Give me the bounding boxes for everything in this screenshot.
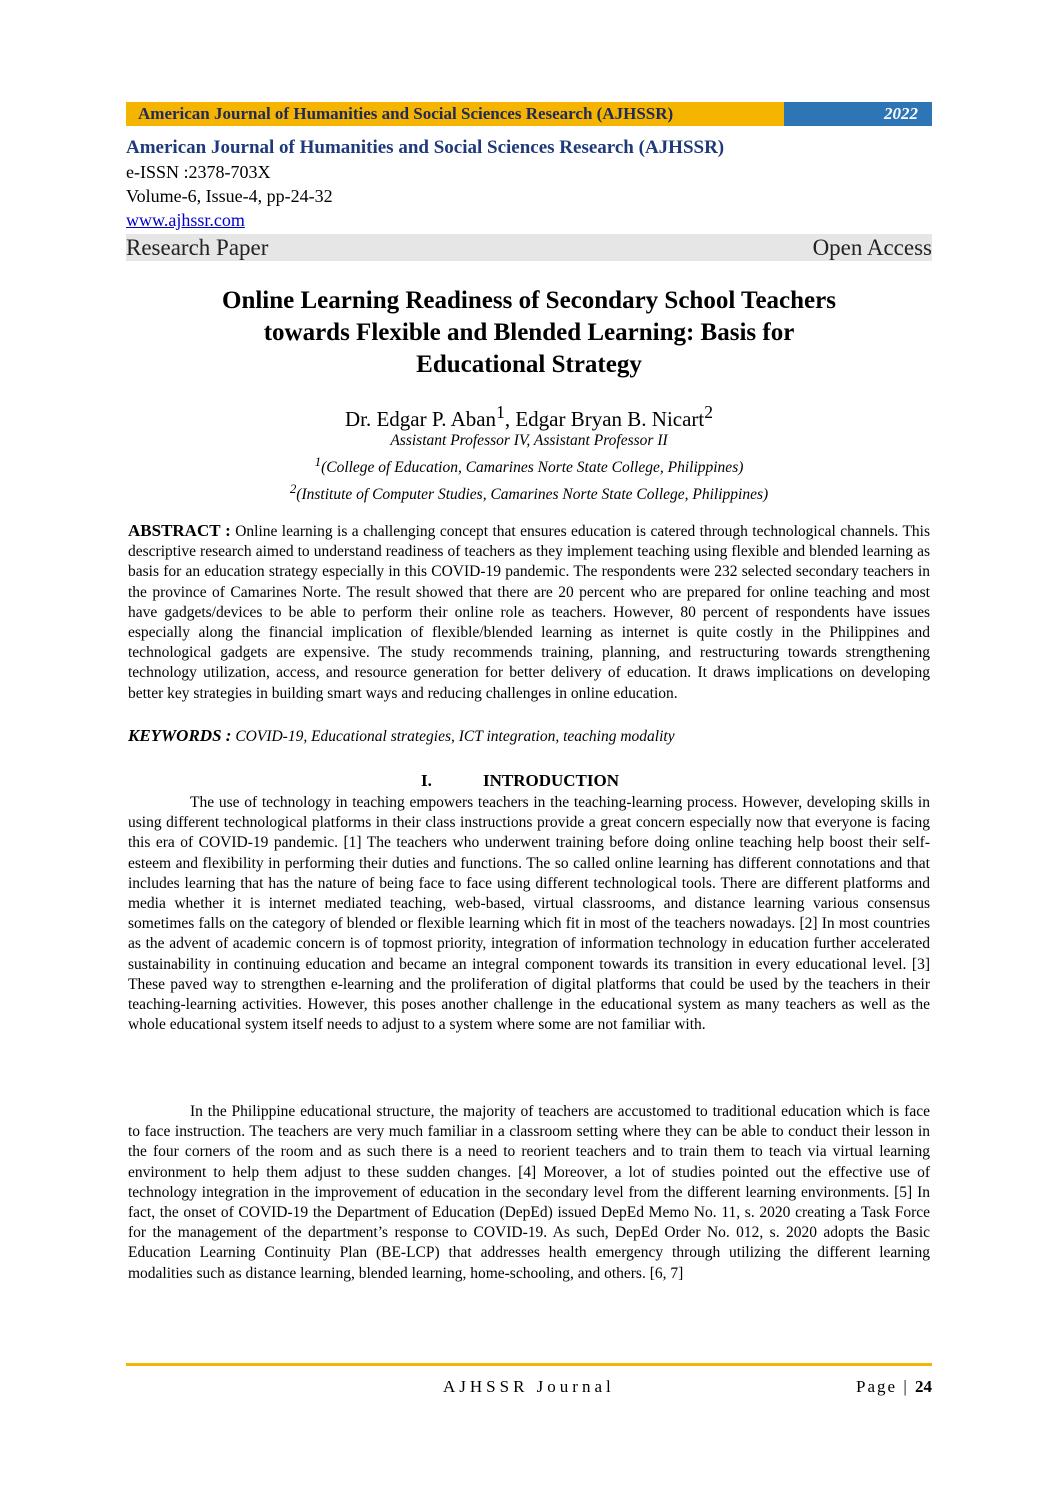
footer-page-label: Page | [856, 1377, 909, 1396]
running-header-year: 2022 [784, 102, 932, 126]
author-name: Dr. Edgar P. Aban [344, 407, 497, 431]
affiliation-text: (Institute of Computer Studies, Camarines Norte State College, Philippines) [296, 486, 769, 504]
body-paragraph: In the Philippine educational structure, the majority of teachers are accustomed to traditional education which is face to face instruction. The teachers are very much familiar in a classroom setting where they can be able to conduct their lesson in the four corners of the room and as such there is a need to reorient teachers and to train them to teach via virtual learning environment to help them adjust to these sudden changes. [4] Moreover, a lot of studies pointed out the effective use of technology integration in the improvement of education in the secondary level from the different learning environments. [5] In fact, the onset of COVID-19 the Department of Education (DepEd) issued DepEd Memo No. 11, s. 2020 creating a Task Force for the management of the department’s response to COVID-19. As such, DepEd Order No. 012, s. 2020 adopts the Basic Education Learning Continuity Plan (BE-LCP) that addresses health emergency through utilizing the different learning modalities such as distance learning, blended learning, home-schooling, and others. [6, 7] [128, 1103, 930, 1282]
issn: e-ISSN :2378-703X [126, 162, 271, 182]
affiliation-line [126, 451, 932, 478]
author-positions: Assistant Professor IV, Assistant Professor II [390, 432, 668, 449]
abstract-text: Online learning is a challenging concept that ensures education is catered through technological channels. This descriptive research aimed to understand readiness of teachers as they implement teaching using flexible and blended learning as basis for an education strategy especially in this COVID-19 pandemic. The respondents were 232 selected secondary teachers in the province of Camarines Norte. The result showed that there are 20 percent who are prepared for online teaching and most have gadgets/devices to be able to perform their online role as teachers. However, 80 percent of respondents have issues especially along the financial implication of flexible/blended learning as internet is quite costly in the Philippines and technological gadgets are expensive. The study recommends training, planning, and restructuring towards strengthening technology utilization, access, and resource generation for better delivery of education. It draws implications on developing better key strategies in building smart ways and reducing challenges in online education. [128, 523, 931, 702]
footer-page [856, 1375, 932, 1399]
author-separator: , [504, 407, 516, 431]
section-number: I. [421, 771, 432, 790]
footer-page-number: 24 [915, 1377, 932, 1396]
website-link[interactable]: www.ajhssr.com [126, 210, 245, 230]
author-sup: 1 [496, 402, 505, 422]
running-header [126, 102, 932, 126]
author-list [126, 398, 932, 433]
keywords [128, 726, 930, 747]
affiliation-sup: 2 [289, 481, 297, 497]
abstract-label: ABSTRACT : [128, 521, 231, 540]
affiliation-text: (College of Education, Camarines Norte State College, Philippines) [321, 459, 744, 477]
author-sup: 2 [704, 402, 714, 422]
journal-name: American Journal of Humanities and Social Sciences Research (AJHSSR) [126, 137, 725, 158]
affiliation-sup: 1 [314, 454, 322, 469]
page-footer [126, 1375, 932, 1399]
title-line: Online Learning Readiness of Secondary School Teachers [222, 287, 836, 314]
author-name: Edgar Bryan B. Nicart [515, 407, 705, 431]
paper-title [126, 285, 932, 381]
title-line: Educational Strategy [416, 351, 642, 378]
keywords-label: KEYWORDS : [128, 726, 232, 745]
volume-issue: Volume-6, Issue-4, pp-24-32 [126, 186, 333, 206]
paper-type-bar [126, 234, 932, 261]
publication-info [126, 136, 932, 232]
keywords-text: COVID-19, Educational strategies, ICT integration, teaching modality [235, 728, 675, 745]
running-header-journal: American Journal of Humanities and Social Sciences Research (AJHSSR) [126, 102, 784, 126]
body-paragraph: The use of technology in teaching empowers teachers in the teaching-learning process. However, developing skills in using different technological platforms in their class instructions provide a great concern especially now that everyone is facing this era of COVID-19 pandemic. [1] The teachers who underwent training before doing online teaching help boost their self-esteem and flexibility in performing their duties and functions. The so called online learning has different connotations and that includes learning that has the nature of being face to face using different technological tools. There are different platforms and media whether it is internet mediated teaching, web-based, virtual classrooms, and distance learning various consensus sometimes falls on the category of blended or flexible learning which fit in most of the teachers nowadays. [2] In most countries as the advent of academic concern is of topmost priority, integration of information technology in education further accelerated sustainability in continuing education and became an integral component towards its transition in every educational level. [3] These paved way to strengthen e-learning and the proliferation of digital platforms that could be used by the teachers in their teaching-learning activities. However, this poses another challenge in the educational system as many teachers as well as the whole educational system itself needs to adjust to a system where some are not familiar with. [128, 794, 930, 1034]
section-title: INTRODUCTION [483, 771, 620, 790]
paper-type: Research Paper [126, 235, 269, 260]
footer-journal: AJHSSR Journal [443, 1377, 615, 1396]
abstract [128, 521, 930, 704]
access-type: Open Access [812, 235, 932, 260]
footer-rule [126, 1363, 932, 1366]
title-line: towards Flexible and Blended Learning: Basis for [263, 319, 795, 346]
affiliation-line [126, 478, 932, 505]
affiliations [126, 430, 932, 505]
